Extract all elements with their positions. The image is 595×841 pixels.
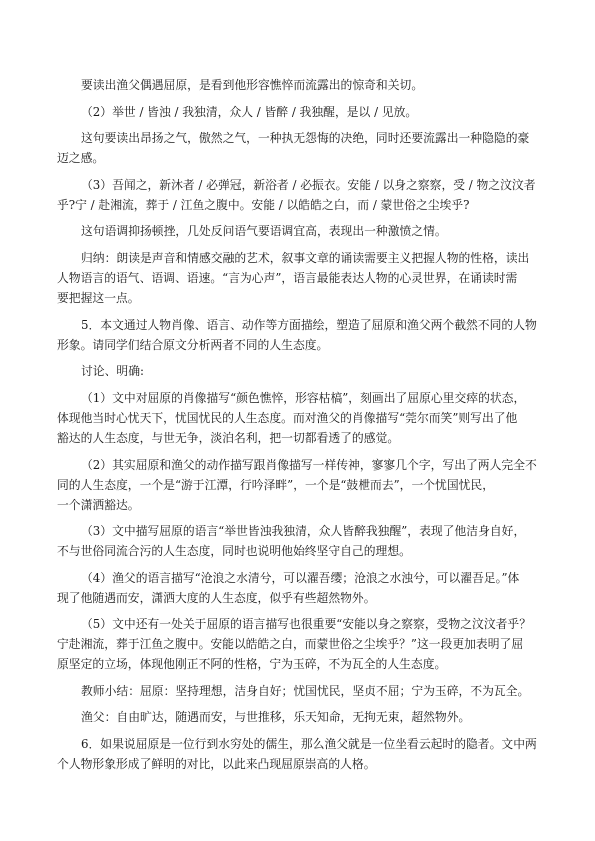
text-line: 豁达的人生态度，与世无争，淡泊名利，把一切都看透了的感觉。 — [57, 431, 400, 445]
text-line: 这句要读出昂扬之气，傲然之气，一种执无怨悔的决绝，同时还要流露出一种隐隐的豪 — [81, 131, 530, 145]
text-line: 形象。请同学们结合原文分析两者不同的人生态度。 — [57, 338, 329, 352]
text-line: （2）举世 / 皆浊 / 我独清，众人 / 皆醉 / 我独醒，是以 / 见放。 — [81, 105, 418, 119]
text-line: 现了他随遇而安，潇洒大度的人生态度，似乎有些超然物外。 — [57, 591, 376, 605]
text-line: 6．如果说屈原是一位行到水穷处的儒生，那么渔父就是一位坐看云起时的隐者。文中两 — [81, 737, 537, 751]
text-line: （4）渔父的语言描写“沧浪之水清兮，可以濯吾缨；沧浪之水浊兮，可以濯吾足。”体 — [81, 571, 520, 585]
text-line: 要读出渔父偶遇屈原，是看到他形容憔悴而流露出的惊奇和关切。 — [81, 78, 424, 92]
text-line: 渔父：自由旷达，随遇而安，与世推移，乐天知命，无拘无束，超然物外。 — [81, 710, 471, 724]
text-line: 教师小结：屈原：坚持理想，洁身自好；忧国忧民，坚贞不屈；宁为玉碎，不为瓦全。 — [81, 684, 530, 698]
text-line: 个人物形象形成了鲜明的对比，以此来凸现屈原崇高的人格。 — [57, 757, 376, 771]
text-line: 要把握这一点。 — [57, 291, 140, 305]
text-line: 这句语调抑扬顿挫，几处反问语气要语调宜高，表现出一种激愤之情。 — [81, 224, 447, 238]
text-line: 人物语言的语气、语调、语速。“言为心声”，语言最能表达人物的心灵世界，在诵读时需 — [57, 271, 518, 285]
text-line: （5）文中还有一处关于屈原的语言描写也很重要“安能以身之察察，受物之汶汶者乎？ — [81, 617, 532, 631]
text-line: 乎?宁 / 赴湘流，葬于 / 江鱼之腹中。安能 / 以皓皓之白，而 / 蒙世俗之尘埃乎? — [57, 198, 470, 212]
text-line: 讨论、明确: — [81, 364, 144, 378]
text-line: 同的人生态度，一个是“游于江潭，行吟泽畔”，一个是“鼓枻而去”，一个忧国忧民， — [57, 478, 495, 492]
text-line: 体现他当时心忧天下，忧国忧民的人生态度。而对渔父的肖像描写“莞尔而笑”则写出了他 — [57, 411, 518, 425]
text-line: 宁赴湘流，葬于江鱼之腹中。安能以皓皓之白，而蒙世俗之尘埃乎？”这一段更加表明了屈 — [57, 637, 524, 651]
text-line: 不与世俗同流合污的人生态度，同时也说明他始终坚守自己的理想。 — [57, 544, 411, 558]
text-line: （3）吾闻之，新沐者 / 必弹冠，新浴者 / 必振衣。安能 / 以身之察察，受 / 物之汶汶者 — [81, 178, 536, 192]
text-line: （3）文中描写屈原的语言“举世皆浊我独清，众人皆醉我独醒”，表现了他洁身自好， — [81, 524, 526, 538]
text-line: 原坚定的立场，体现他刚正不阿的性格，宁为玉碎，不为瓦全的人生态度。 — [57, 657, 447, 671]
text-line: （1）文中对屈原的肖像描写“颜色憔悴，形容枯槁”，刻画出了屈原心里交瘁的状态， — [81, 391, 526, 405]
text-line: 归纳：朗读是声音和情感交融的艺术，叙事文章的诵读需要主义把握人物的性格，读出 — [81, 251, 530, 265]
text-line: 5．本文通过人物肖像、语言、动作等方面描绘，塑造了屈原和渔父两个截然不同的人物 — [81, 318, 537, 332]
text-line: （2）其实屈原和渔父的动作描写跟肖像描写一样传神，寥寥几个字，写出了两人完全不 — [81, 458, 537, 472]
text-line: 一个潇洒豁达。 — [57, 498, 140, 512]
text-line: 迈之感。 — [57, 151, 105, 165]
